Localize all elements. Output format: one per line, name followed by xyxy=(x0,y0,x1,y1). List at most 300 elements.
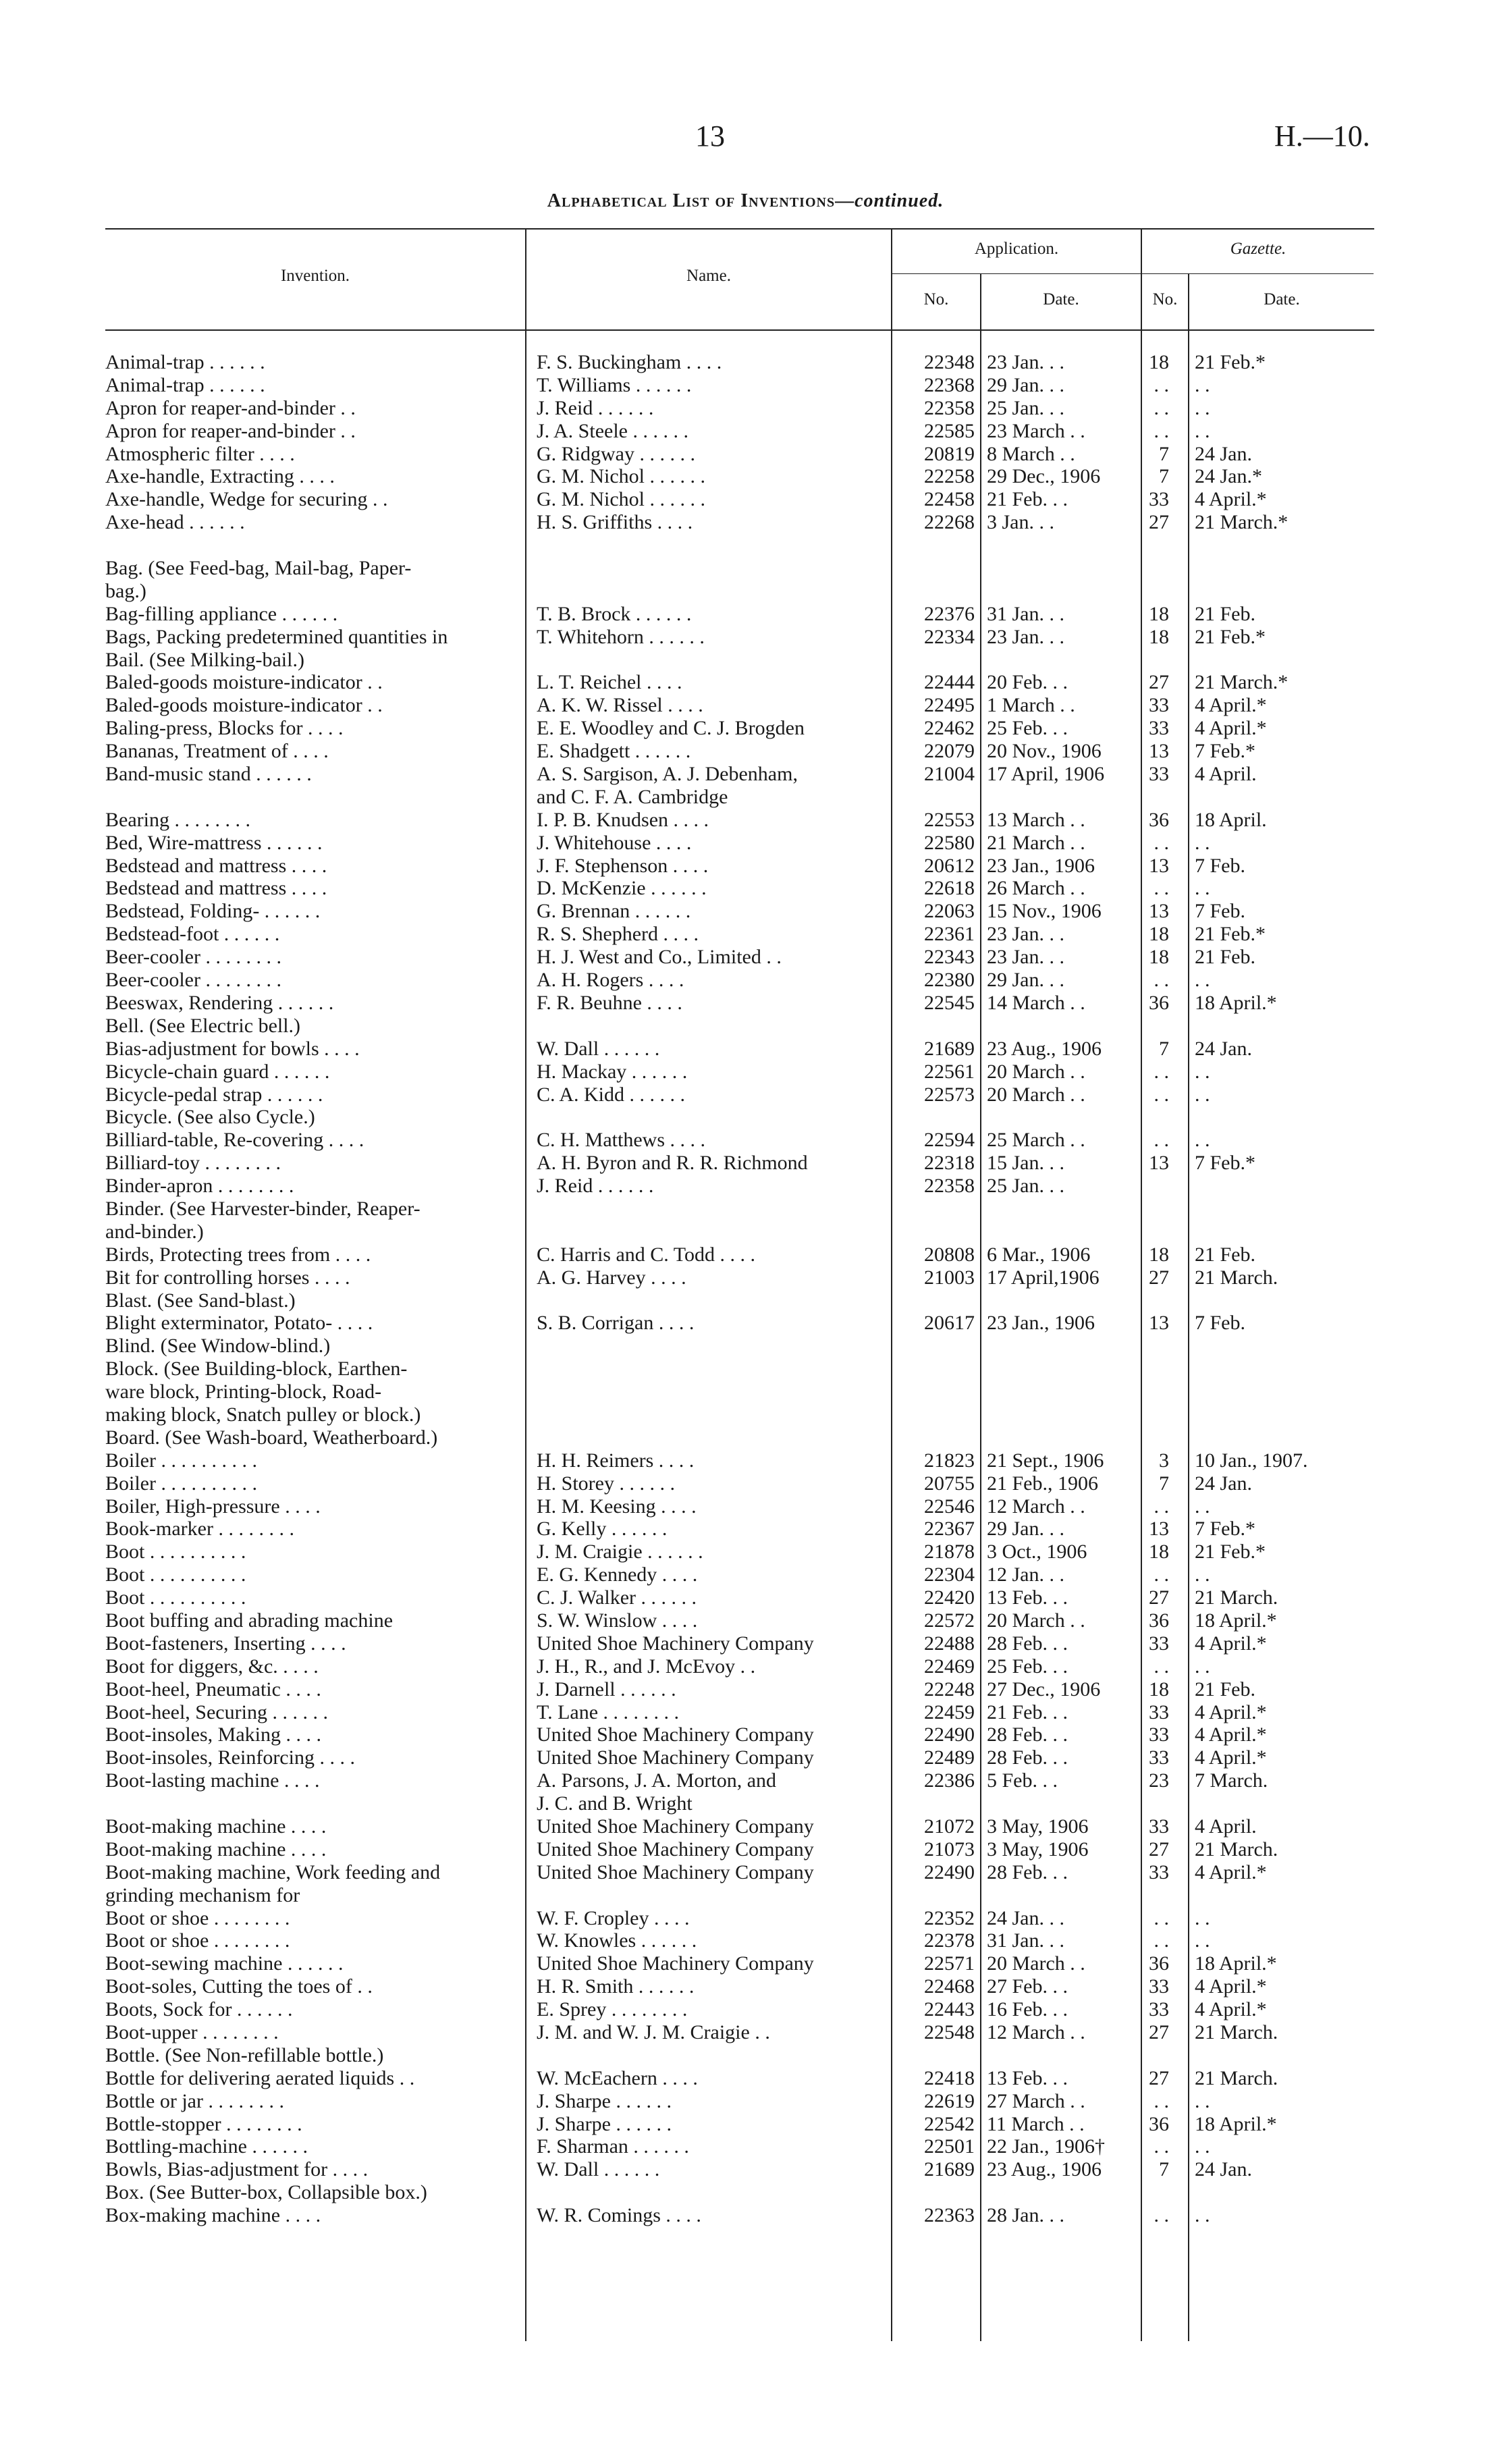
gazette-date-cell: 21 Feb.* xyxy=(1195,1541,1266,1563)
name-cell: H. H. Reimers . . . . xyxy=(537,1449,695,1472)
table-row xyxy=(0,1769,1491,1792)
application-no-cell: 22490 xyxy=(924,1723,975,1746)
gazette-date-cell: 4 April.* xyxy=(1195,488,1267,511)
application-date-cell: 31 Jan. . . xyxy=(987,602,1064,625)
name-cell: J. Reid . . . . . . xyxy=(537,1175,654,1198)
application-no-cell: 22489 xyxy=(924,1746,975,1769)
header-gazette: Gazette. xyxy=(1230,240,1286,258)
application-date-cell: 6 Mar., 1906 xyxy=(987,1243,1091,1266)
application-no-cell: 21878 xyxy=(924,1541,975,1563)
invention-cell: Block. (See Building-block, Earthen- xyxy=(105,1358,408,1381)
name-cell: E. G. Kennedy . . . . xyxy=(537,1563,698,1586)
gazette-date-cell: 4 April.* xyxy=(1195,1746,1267,1769)
application-date-cell: 15 Jan. . . xyxy=(987,1152,1064,1175)
invention-cell: Axe-head . . . . . . xyxy=(105,511,245,534)
application-date-cell: 12 Jan. . . xyxy=(987,1563,1064,1586)
gazette-date-cell: . . xyxy=(1195,1929,1210,1952)
name-cell: United Shoe Machinery Company xyxy=(537,1838,814,1860)
application-date-cell: 20 March . . xyxy=(987,1083,1085,1106)
header-app-no: No. xyxy=(923,290,949,309)
gazette-date-cell: 4 April.* xyxy=(1195,1998,1267,2021)
name-cell: S. B. Corrigan . . . . xyxy=(537,1312,695,1335)
name-cell: and C. F. A. Cambridge xyxy=(537,785,728,808)
table-row xyxy=(0,1746,1491,1769)
gazette-no-cell: 18 xyxy=(1149,946,1169,969)
app-sub-rule xyxy=(891,273,1374,274)
name-cell: A. G. Harvey . . . . xyxy=(537,1266,686,1289)
table-row xyxy=(0,1632,1491,1655)
table-row xyxy=(0,1884,1491,1907)
table-row xyxy=(0,877,1491,900)
application-date-cell: 16 Feb. . . xyxy=(987,1998,1068,2021)
invention-cell: Bedstead and mattress . . . . xyxy=(105,877,327,900)
table-row xyxy=(0,511,1491,534)
table-row xyxy=(0,649,1491,672)
application-date-cell: 29 Jan. . . xyxy=(987,969,1064,992)
name-cell: A. Parsons, J. A. Morton, and xyxy=(537,1769,777,1792)
header-app-date: Date. xyxy=(1043,290,1079,309)
table-row xyxy=(0,1655,1491,1678)
name-cell: A. S. Sargison, A. J. Debenham, xyxy=(537,763,798,786)
gazette-no-cell: . . xyxy=(1154,1083,1169,1106)
name-cell: L. T. Reichel . . . . xyxy=(537,671,682,694)
table-row xyxy=(0,1952,1491,1975)
name-cell: H. Mackay . . . . . . xyxy=(537,1060,688,1083)
gazette-no-cell: 33 xyxy=(1149,1860,1169,1883)
invention-cell: Boot-heel, Securing . . . . . . xyxy=(105,1700,328,1723)
gazette-no-cell: 27 xyxy=(1149,511,1169,534)
gazette-date-cell: . . xyxy=(1195,1655,1210,1678)
gazette-no-cell: 33 xyxy=(1149,717,1169,740)
gazette-date-cell: 21 Feb. xyxy=(1195,1243,1255,1266)
invention-cell: Boot buffing and abrading machine xyxy=(105,1609,394,1632)
gazette-no-cell: . . xyxy=(1154,1129,1169,1152)
table-row xyxy=(0,694,1491,717)
invention-cell: Boiler, High-pressure . . . . xyxy=(105,1495,321,1518)
application-no-cell: 22542 xyxy=(924,2112,975,2135)
gazette-date-cell: 24 Jan. xyxy=(1195,1037,1252,1060)
gazette-date-cell: 21 Feb.* xyxy=(1195,625,1266,648)
table-row xyxy=(0,1289,1491,1312)
invention-cell: Boot-soles, Cutting the toes of . . xyxy=(105,1975,373,1998)
name-cell: A. K. W. Rissel . . . . xyxy=(537,694,703,717)
application-date-cell: 5 Feb. . . xyxy=(987,1769,1058,1792)
gazette-no-cell: 7 xyxy=(1159,465,1169,488)
application-no-cell: 22468 xyxy=(924,1975,975,1998)
table-row xyxy=(0,420,1491,443)
gazette-date-cell: 18 April.* xyxy=(1195,2112,1277,2135)
application-date-cell: 24 Jan. . . xyxy=(987,1906,1064,1929)
application-date-cell: 12 March . . xyxy=(987,2021,1085,2044)
table-row xyxy=(0,397,1491,420)
invention-cell: Boot-upper . . . . . . . . xyxy=(105,2021,279,2044)
application-no-cell: 21689 xyxy=(924,1037,975,1060)
table-row xyxy=(0,1449,1491,1472)
gazette-no-cell: . . xyxy=(1154,1929,1169,1952)
header-application: Application. xyxy=(974,240,1059,258)
table-row xyxy=(0,1678,1491,1701)
gazette-date-cell: 4 April.* xyxy=(1195,1700,1267,1723)
invention-cell: Boot . . . . . . . . . . xyxy=(105,1563,246,1586)
invention-cell: Boiler . . . . . . . . . . xyxy=(105,1449,257,1472)
gazette-date-cell: 21 Feb. xyxy=(1195,946,1255,969)
invention-cell: Box. (See Butter-box, Collapsible box.) xyxy=(105,2181,427,2204)
table-row xyxy=(0,717,1491,740)
name-cell: J. Sharpe . . . . . . xyxy=(537,2089,672,2112)
application-no-cell: 22495 xyxy=(924,694,975,717)
application-no-cell: 22368 xyxy=(924,373,975,396)
table-row xyxy=(0,1243,1491,1266)
invention-cell: Boot-making machine . . . . xyxy=(105,1815,327,1838)
table-row xyxy=(0,786,1491,809)
table-row xyxy=(0,763,1491,786)
gazette-no-cell: 18 xyxy=(1149,1243,1169,1266)
application-date-cell: 25 Feb. . . xyxy=(987,717,1068,740)
application-no-cell: 22548 xyxy=(924,2021,975,2044)
application-no-cell: 22443 xyxy=(924,1998,975,2021)
name-cell: United Shoe Machinery Company xyxy=(537,1952,814,1975)
table-row xyxy=(0,1701,1491,1724)
table-row xyxy=(0,2021,1491,2044)
gazette-date-cell: 21 Feb.* xyxy=(1195,351,1266,373)
name-cell: T. Lane . . . . . . . . xyxy=(537,1700,680,1723)
invention-cell: Bottle. (See Non-refillable bottle.) xyxy=(105,2043,384,2066)
gazette-date-cell: 7 Feb. xyxy=(1195,1312,1245,1335)
application-no-cell: 22573 xyxy=(924,1083,975,1106)
table-row xyxy=(0,443,1491,466)
application-date-cell: 23 Jan., 1906 xyxy=(987,1312,1095,1335)
application-no-cell: 22378 xyxy=(924,1929,975,1952)
name-cell: R. S. Shepherd . . . . xyxy=(537,923,699,946)
gazette-no-cell: 18 xyxy=(1149,351,1169,373)
gazette-date-cell: 21 March.* xyxy=(1195,511,1289,534)
invention-cell: Bit for controlling horses . . . . xyxy=(105,1266,350,1289)
table-row xyxy=(0,1335,1491,1358)
application-no-cell: 22490 xyxy=(924,1860,975,1883)
gazette-date-cell: . . xyxy=(1195,1060,1210,1083)
gazette-date-cell: 21 Feb.* xyxy=(1195,923,1266,946)
gazette-no-cell: 36 xyxy=(1149,1609,1169,1632)
invention-cell: Baling-press, Blocks for . . . . xyxy=(105,717,344,740)
table-row xyxy=(0,1152,1491,1175)
name-cell: W. McEachern . . . . xyxy=(537,2066,698,2089)
application-date-cell: 23 Jan. . . xyxy=(987,351,1064,373)
page-number: 13 xyxy=(695,119,725,153)
application-date-cell: 3 May, 1906 xyxy=(987,1815,1089,1838)
application-no-cell: 21072 xyxy=(924,1815,975,1838)
gazette-date-cell: 4 April. xyxy=(1195,1815,1257,1838)
invention-cell: Atmospheric filter . . . . xyxy=(105,442,295,465)
application-date-cell: 22 Jan., 1906† xyxy=(987,2135,1105,2158)
gazette-no-cell: 27 xyxy=(1149,671,1169,694)
table-row xyxy=(0,969,1491,992)
name-cell: W. F. Cropley . . . . xyxy=(537,1906,690,1929)
gazette-no-cell: 13 xyxy=(1149,854,1169,877)
invention-cell: Birds, Protecting trees from . . . . xyxy=(105,1243,371,1266)
application-no-cell: 22258 xyxy=(924,465,975,488)
table-row xyxy=(0,1495,1491,1518)
application-date-cell: 20 Feb. . . xyxy=(987,671,1068,694)
gazette-date-cell: . . xyxy=(1195,969,1210,992)
table-row xyxy=(0,534,1491,557)
invention-cell: Bananas, Treatment of . . . . xyxy=(105,740,329,763)
header-invention: Invention. xyxy=(280,267,350,285)
gazette-no-cell: . . xyxy=(1154,1655,1169,1678)
name-cell: G. Ridgway . . . . . . xyxy=(537,442,695,465)
application-no-cell: 22386 xyxy=(924,1769,975,1792)
application-date-cell: 28 Feb. . . xyxy=(987,1860,1068,1883)
gazette-date-cell: 24 Jan. xyxy=(1195,2158,1252,2181)
header-bottom-rule xyxy=(105,329,1374,331)
gazette-no-cell: 36 xyxy=(1149,1952,1169,1975)
name-cell: F. Sharman . . . . . . xyxy=(537,2135,689,2158)
application-date-cell: 15 Nov., 1906 xyxy=(987,900,1102,923)
title-main: Alphabetical List of Inventions— xyxy=(547,190,855,211)
application-date-cell: 21 Feb. . . xyxy=(987,1700,1068,1723)
gazette-date-cell: 7 Feb.* xyxy=(1195,740,1255,763)
invention-cell: ware block, Printing-block, Road- xyxy=(105,1381,382,1403)
table-row xyxy=(0,946,1491,969)
name-cell: G. Brennan . . . . . . xyxy=(537,900,691,923)
invention-cell: Binder-apron . . . . . . . . xyxy=(105,1175,294,1198)
application-no-cell: 22571 xyxy=(924,1952,975,1975)
application-date-cell: 28 Feb. . . xyxy=(987,1746,1068,1769)
application-date-cell: 13 Feb. . . xyxy=(987,1586,1068,1609)
gazette-date-cell: 4 April. xyxy=(1195,763,1257,786)
name-cell: D. McKenzie . . . . . . xyxy=(537,877,707,900)
table-row xyxy=(0,1998,1491,2021)
invention-cell: Box-making machine . . . . xyxy=(105,2204,321,2227)
gazette-date-cell: 24 Jan. xyxy=(1195,1472,1252,1495)
gazette-date-cell: 24 Jan.* xyxy=(1195,465,1262,488)
gazette-date-cell: . . xyxy=(1195,1495,1210,1518)
table-row xyxy=(0,923,1491,946)
gazette-no-cell: 23 xyxy=(1149,1769,1169,1792)
application-date-cell: 21 March . . xyxy=(987,831,1085,854)
table-row xyxy=(0,1518,1491,1541)
gazette-date-cell: 10 Jan., 1907. xyxy=(1195,1449,1308,1472)
table-row xyxy=(0,1815,1491,1838)
table-row xyxy=(0,2135,1491,2158)
application-no-cell: 22361 xyxy=(924,923,975,946)
application-no-cell: 20808 xyxy=(924,1243,975,1266)
gazette-date-cell: 4 April.* xyxy=(1195,717,1267,740)
title-suffix: continued. xyxy=(855,190,944,211)
gazette-no-cell: 33 xyxy=(1149,488,1169,511)
table-row xyxy=(0,1975,1491,1998)
application-no-cell: 22352 xyxy=(924,1906,975,1929)
table-row xyxy=(0,832,1491,855)
gazette-no-cell: 13 xyxy=(1149,740,1169,763)
invention-cell: Book-marker . . . . . . . . xyxy=(105,1518,294,1541)
table-row xyxy=(0,1929,1491,1952)
application-no-cell: 22343 xyxy=(924,946,975,969)
application-date-cell: 23 Jan. . . xyxy=(987,625,1064,648)
inventions-table xyxy=(0,351,1491,2227)
name-cell: G. Kelly . . . . . . xyxy=(537,1518,668,1541)
application-date-cell: 23 March . . xyxy=(987,419,1085,442)
gazette-date-cell: 4 April.* xyxy=(1195,1975,1267,1998)
invention-cell: Bicycle-chain guard . . . . . . xyxy=(105,1060,330,1083)
gazette-no-cell: . . xyxy=(1154,877,1169,900)
application-date-cell: 27 March . . xyxy=(987,2089,1085,2112)
table-row xyxy=(0,1426,1491,1449)
name-cell: C. J. Walker . . . . . . xyxy=(537,1586,697,1609)
table-row xyxy=(0,351,1491,374)
name-cell: W. R. Comings . . . . xyxy=(537,2204,701,2227)
table-row xyxy=(0,2204,1491,2227)
table-row xyxy=(0,1015,1491,1038)
invention-cell: Axe-handle, Extracting . . . . xyxy=(105,465,335,488)
invention-cell: Blind. (See Window-blind.) xyxy=(105,1335,331,1358)
invention-cell: grinding mechanism for xyxy=(105,1883,300,1906)
application-date-cell: 28 Feb. . . xyxy=(987,1723,1068,1746)
application-no-cell: 22553 xyxy=(924,808,975,831)
invention-cell: Bottling-machine . . . . . . xyxy=(105,2135,308,2158)
invention-cell: Board. (See Wash-board, Weatherboard.) xyxy=(105,1426,438,1449)
invention-cell: Bags, Packing predetermined quantities in xyxy=(105,625,448,648)
application-no-cell: 22444 xyxy=(924,671,975,694)
application-no-cell: 20755 xyxy=(924,1472,975,1495)
application-date-cell: 29 Jan. . . xyxy=(987,373,1064,396)
table-row xyxy=(0,2181,1491,2204)
gazette-no-cell: 18 xyxy=(1149,625,1169,648)
invention-cell: bag.) xyxy=(105,579,146,602)
invention-cell: Boot-insoles, Reinforcing . . . . xyxy=(105,1746,355,1769)
application-no-cell: 22488 xyxy=(924,1632,975,1655)
gazette-no-cell: . . xyxy=(1154,2135,1169,2158)
application-no-cell: 22619 xyxy=(924,2089,975,2112)
gazette-date-cell: 4 April.* xyxy=(1195,1632,1267,1655)
table-row xyxy=(0,900,1491,923)
table-row xyxy=(0,671,1491,694)
gazette-date-cell: . . xyxy=(1195,1083,1210,1106)
table-row xyxy=(0,1198,1491,1221)
invention-cell: Blast. (See Sand-blast.) xyxy=(105,1289,296,1312)
application-date-cell: 27 Feb. . . xyxy=(987,1975,1068,1998)
header-gazette-no: No. xyxy=(1152,290,1178,309)
name-cell: J. M. Craigie . . . . . . xyxy=(537,1541,703,1563)
name-cell: J. Darnell . . . . . . xyxy=(537,1678,676,1700)
name-cell: J. A. Steele . . . . . . xyxy=(537,419,688,442)
application-no-cell: 22268 xyxy=(924,511,975,534)
application-date-cell: 25 March . . xyxy=(987,1129,1085,1152)
application-no-cell: 22418 xyxy=(924,2066,975,2089)
gazette-date-cell: 7 March. xyxy=(1195,1769,1268,1792)
application-no-cell: 22380 xyxy=(924,969,975,992)
application-date-cell: 20 March . . xyxy=(987,1952,1085,1975)
application-no-cell: 22545 xyxy=(924,991,975,1014)
gazette-no-cell: 3 xyxy=(1159,1449,1169,1472)
gazette-no-cell: 18 xyxy=(1149,1541,1169,1563)
application-no-cell: 22358 xyxy=(924,1175,975,1198)
application-date-cell: 28 Feb. . . xyxy=(987,1632,1068,1655)
gazette-date-cell: . . xyxy=(1195,396,1210,419)
table-row xyxy=(0,1038,1491,1061)
gazette-date-cell: 7 Feb.* xyxy=(1195,1518,1255,1541)
invention-cell: Bag-filling appliance . . . . . . xyxy=(105,602,338,625)
table-row xyxy=(0,2044,1491,2067)
gazette-no-cell: . . xyxy=(1154,419,1169,442)
name-cell: G. M. Nichol . . . . . . xyxy=(537,488,705,511)
name-cell: H. R. Smith . . . . . . xyxy=(537,1975,695,1998)
invention-cell: Bag. (See Feed-bag, Mail-bag, Paper- xyxy=(105,557,412,580)
application-date-cell: 25 Jan. . . xyxy=(987,396,1064,419)
invention-cell: Blight exterminator, Potato- . . . . xyxy=(105,1312,373,1335)
table-row xyxy=(0,1106,1491,1129)
invention-cell: Apron for reaper-and-binder . . xyxy=(105,396,356,419)
gazette-no-cell: 36 xyxy=(1149,808,1169,831)
name-cell: J. C. and B. Wright xyxy=(537,1792,693,1815)
gazette-date-cell: . . xyxy=(1195,1129,1210,1152)
table-row xyxy=(0,603,1491,626)
table-row xyxy=(0,2158,1491,2181)
gazette-no-cell: 33 xyxy=(1149,763,1169,786)
name-cell: E. Shadgett . . . . . . xyxy=(537,740,691,763)
name-cell: A. H. Rogers . . . . xyxy=(537,969,684,992)
table-row xyxy=(0,1792,1491,1815)
application-date-cell: 23 Aug., 1906 xyxy=(987,1037,1102,1060)
application-date-cell: 14 March . . xyxy=(987,991,1085,1014)
name-cell: F. S. Buckingham . . . . xyxy=(537,351,722,373)
gazette-date-cell: 21 March. xyxy=(1195,1838,1278,1860)
application-no-cell: 21004 xyxy=(924,763,975,786)
gazette-date-cell: 4 April.* xyxy=(1195,1723,1267,1746)
gazette-date-cell: . . xyxy=(1195,1563,1210,1586)
invention-cell: Bottle-stopper . . . . . . . . xyxy=(105,2112,302,2135)
gazette-no-cell: 18 xyxy=(1149,1678,1169,1700)
invention-cell: Boot-fasteners, Inserting . . . . xyxy=(105,1632,346,1655)
application-date-cell: 3 Oct., 1906 xyxy=(987,1541,1087,1563)
name-cell: United Shoe Machinery Company xyxy=(537,1860,814,1883)
application-date-cell: 29 Jan. . . xyxy=(987,1518,1064,1541)
name-cell: I. P. B. Knudsen . . . . xyxy=(537,808,709,831)
application-date-cell: 23 Jan. . . xyxy=(987,946,1064,969)
gazette-date-cell: . . xyxy=(1195,419,1210,442)
invention-cell: Boot-lasting machine . . . . xyxy=(105,1769,320,1792)
table-row xyxy=(0,1266,1491,1289)
application-no-cell: 22304 xyxy=(924,1563,975,1586)
gazette-no-cell: 36 xyxy=(1149,2112,1169,2135)
application-no-cell: 22618 xyxy=(924,877,975,900)
gazette-date-cell: 21 March. xyxy=(1195,1266,1278,1289)
table-row xyxy=(0,1472,1491,1495)
header-name: Name. xyxy=(686,267,731,285)
invention-cell: Animal-trap . . . . . . xyxy=(105,373,265,396)
application-date-cell: 21 Sept., 1906 xyxy=(987,1449,1104,1472)
invention-cell: Billiard-table, Re-covering . . . . xyxy=(105,1129,364,1152)
invention-cell: Bedstead-foot . . . . . . xyxy=(105,923,280,946)
invention-cell: Bottle for delivering aerated liquids . . xyxy=(105,2066,415,2089)
application-no-cell: 22363 xyxy=(924,2204,975,2227)
invention-cell: Axe-handle, Wedge for securing . . xyxy=(105,488,388,511)
invention-cell: Boot or shoe . . . . . . . . xyxy=(105,1929,290,1952)
gazette-date-cell: 7 Feb.* xyxy=(1195,1152,1255,1175)
name-cell: J. Whitehouse . . . . xyxy=(537,831,692,854)
gazette-no-cell: 36 xyxy=(1149,991,1169,1014)
application-date-cell: 11 March . . xyxy=(987,2112,1085,2135)
gazette-date-cell: 18 April.* xyxy=(1195,991,1277,1014)
name-cell: W. Knowles . . . . . . xyxy=(537,1929,697,1952)
table-row xyxy=(0,1175,1491,1198)
gazette-date-cell: 21 Feb. xyxy=(1195,602,1255,625)
application-no-cell: 22248 xyxy=(924,1678,975,1700)
application-no-cell: 21003 xyxy=(924,1266,975,1289)
gazette-date-cell: . . xyxy=(1195,877,1210,900)
gazette-no-cell: 33 xyxy=(1149,1975,1169,1998)
application-no-cell: 21823 xyxy=(924,1449,975,1472)
gazette-date-cell: . . xyxy=(1195,2135,1210,2158)
